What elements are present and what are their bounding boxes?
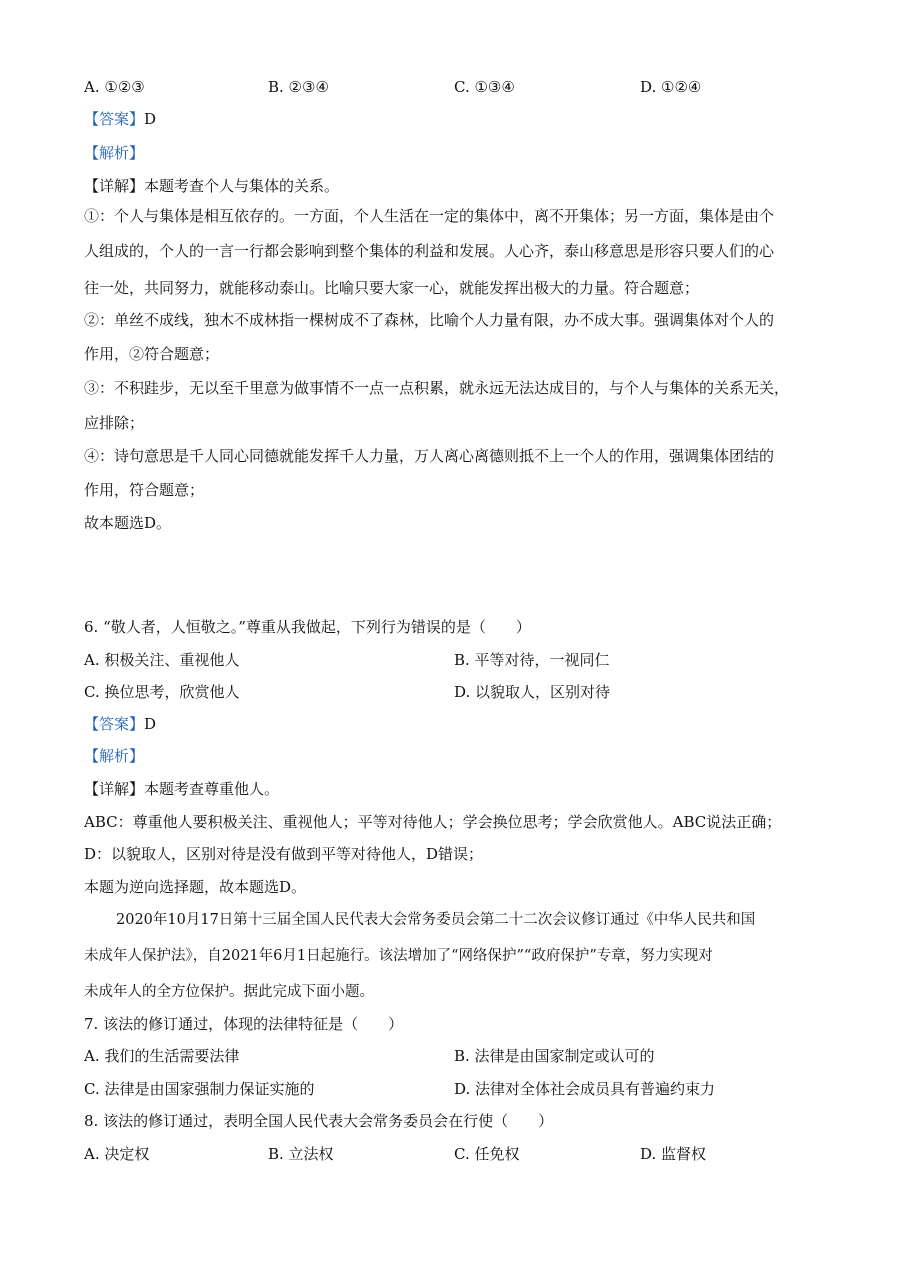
q8-option-c: C. 任免权 xyxy=(454,1145,520,1163)
q6-stem: 6. “敬人者，人恒敬之。”尊重从我做起，下列行为错误的是（ ） xyxy=(84,618,531,636)
q6-analysis-tag: 【解析】 xyxy=(84,747,145,765)
q5-detail-line: 人组成的，个人的一言一行都会影响到整个集体的利益和发展。人心齐，泰山移意思是形容只要人们的心 xyxy=(84,242,775,260)
q5-detail-line: 【详解】本题考查个人与集体的关系。 xyxy=(84,177,340,195)
q6-option-b: B. 平等对待，一视同仁 xyxy=(454,651,610,669)
q8-option-b: B. 立法权 xyxy=(268,1145,334,1163)
q6-option-d: D. 以貌取人，区别对待 xyxy=(454,683,611,701)
q5-option-c: C. ①③④ xyxy=(454,78,515,96)
q8-stem: 8. 该法的修订通过，表明全国人民代表大会常务委员会在行使（ ） xyxy=(84,1112,554,1130)
q5-detail-line: ③：不积跬步，无以至千里意为做事情不一点一点积累，就永远无法达成目的，与个人与集体的关系无关， xyxy=(84,379,790,397)
q5-option-d: D. ①②④ xyxy=(640,78,702,96)
q7-option-a: A. 我们的生活需要法律 xyxy=(84,1047,240,1065)
answer-tag: 【答案】 xyxy=(84,110,145,128)
material-line: 未成年人保护法》，自2021年6月1日起施行。该法增加了“网络保护”“政府保护”专章，努力实现对 xyxy=(84,948,713,964)
q8-option-a: A. 决定权 xyxy=(84,1145,150,1163)
q8-option-d: D. 监督权 xyxy=(640,1145,707,1163)
q6-detail-line: 本题为逆向选择题，故本题选D。 xyxy=(84,878,307,896)
q6-detail-line: ABC：尊重他人要积极关注、重视他人；平等对待他人；学会换位思考；学会欣赏他人。ABC说法正确； xyxy=(84,813,782,831)
q5-option-b: B. ②③④ xyxy=(268,78,329,96)
q7-option-c: C. 法律是由国家强制力保证实施的 xyxy=(84,1080,315,1098)
q5-detail-line: 应排除； xyxy=(84,414,145,432)
q7-stem: 7. 该法的修订通过，体现的法律特征是（ ） xyxy=(84,1015,404,1033)
q5-detail-line: 往一处，共同努力，就能移动泰山。比喻只要大家一心，就能发挥出极大的力量。符合题意； xyxy=(84,279,700,297)
q6-option-c: C. 换位思考，欣赏他人 xyxy=(84,683,240,701)
q5-answer-line xyxy=(84,109,156,129)
q6-detail-line: D：以貌取人，区别对待是没有做到平等对待他人，D错误； xyxy=(84,845,484,863)
q5-detail-line: ①：个人与集体是相互依存的。一方面，个人生活在一定的集体中，离不开集体；另一方面，集体是由个 xyxy=(84,207,775,225)
q5-detail-line: 作用，②符合题意； xyxy=(84,345,220,363)
answer-value: D xyxy=(144,715,157,733)
q7-option-d: D. 法律对全体社会成员具有普遍约束力 xyxy=(454,1080,716,1098)
q5-detail-line: ②：单丝不成线，独木不成林指一棵树成不了森林，比喻个人力量有限，办不成大事。强调集体对个人的 xyxy=(84,311,775,329)
q6-detail-line: 【详解】本题考查尊重他人。 xyxy=(84,780,280,798)
q5-detail-line: 作用，符合题意； xyxy=(84,481,205,499)
answer-value: D xyxy=(144,110,157,128)
material-line: 2020年10月17日第十三届全国人民代表大会常务委员会第二十二次会议修订通过《中华人民共和国 xyxy=(116,912,756,928)
q5-detail-line: ④：诗句意思是千人同心同德就能发挥千人力量，万人离心离德则抵不上一个人的作用，强调集体团结的 xyxy=(84,447,775,465)
answer-tag: 【答案】 xyxy=(84,715,145,733)
q5-analysis-tag: 【解析】 xyxy=(84,144,145,162)
material-line: 未成年人的全方位保护。据此完成下面小题。 xyxy=(84,984,374,1000)
q5-option-a: A. ①②③ xyxy=(84,78,145,96)
q6-answer-line xyxy=(84,714,156,734)
q7-option-b: B. 法律是由国家制定或认可的 xyxy=(454,1047,655,1065)
q6-option-a: A. 积极关注、重视他人 xyxy=(84,651,240,669)
q5-detail-line: 故本题选D。 xyxy=(84,514,172,532)
